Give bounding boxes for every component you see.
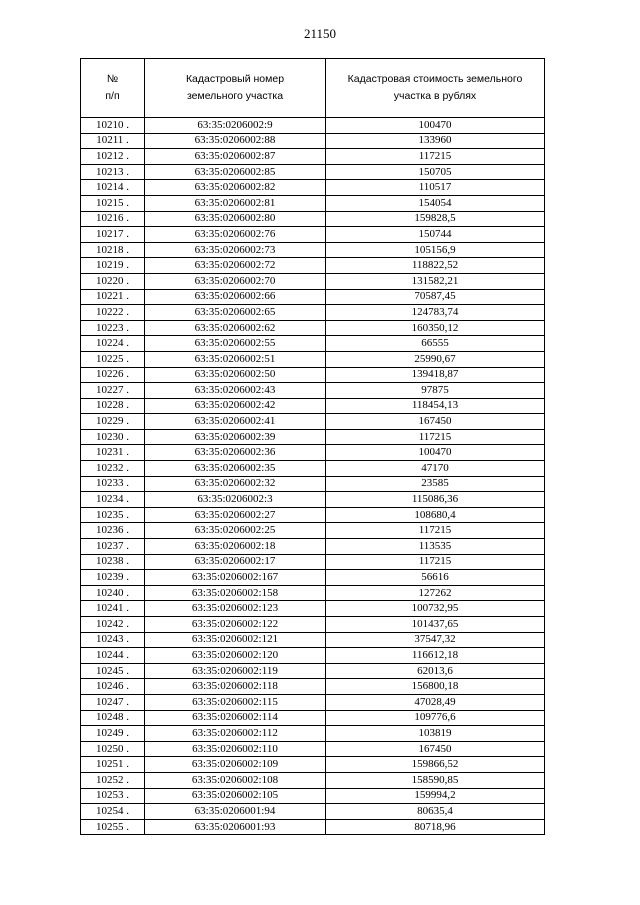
table-row [81, 585, 545, 601]
cell-cadastral-value: 124783,74 [326, 305, 545, 321]
cell-cadastral-value: 97875 [326, 383, 545, 399]
cell-cadastral-number: 63:35:0206002:43 [145, 383, 326, 399]
cell-row-number: 10250 . [81, 741, 145, 757]
cell-cadastral-value: 156800,18 [326, 679, 545, 695]
cell-cadastral-number: 63:35:0206002:122 [145, 617, 326, 633]
cell-cadastral-value: 158590,85 [326, 772, 545, 788]
table-row [81, 305, 545, 321]
cell-cadastral-number: 63:35:0206002:65 [145, 305, 326, 321]
table-row [81, 648, 545, 664]
cell-cadastral-number: 63:35:0206002:17 [145, 554, 326, 570]
cell-cadastral-value: 167450 [326, 741, 545, 757]
cell-cadastral-value: 139418,87 [326, 367, 545, 383]
table-row [81, 694, 545, 710]
cell-cadastral-value: 105156,9 [326, 242, 545, 258]
table-row [81, 617, 545, 633]
cell-row-number: 10221 . [81, 289, 145, 305]
cell-row-number: 10215 . [81, 195, 145, 211]
table-row [81, 273, 545, 289]
table-row [81, 757, 545, 773]
table-row [81, 492, 545, 508]
header-cadastral-value [326, 59, 545, 118]
cell-cadastral-value: 127262 [326, 585, 545, 601]
cell-cadastral-number: 63:35:0206002:115 [145, 694, 326, 710]
cell-cadastral-number: 63:35:0206002:105 [145, 788, 326, 804]
cell-row-number: 10213 . [81, 164, 145, 180]
cell-cadastral-number: 63:35:0206002:88 [145, 133, 326, 149]
table-row [81, 258, 545, 274]
cell-row-number: 10220 . [81, 273, 145, 289]
cell-cadastral-number: 63:35:0206002:109 [145, 757, 326, 773]
cell-cadastral-value: 23585 [326, 476, 545, 492]
cell-cadastral-number: 63:35:0206002:35 [145, 461, 326, 477]
cell-cadastral-number: 63:35:0206002:42 [145, 398, 326, 414]
cell-cadastral-value: 100470 [326, 118, 545, 134]
cell-cadastral-value: 56616 [326, 570, 545, 586]
cell-cadastral-value: 117215 [326, 523, 545, 539]
cell-cadastral-value: 103819 [326, 726, 545, 742]
cell-cadastral-value: 150744 [326, 227, 545, 243]
header-cadastral-value-line-1: Кадастровая стоимость земельного [347, 73, 523, 85]
table-row [81, 679, 545, 695]
table-row [81, 741, 545, 757]
table-row [81, 507, 545, 523]
table-row [81, 523, 545, 539]
cell-cadastral-value: 47170 [326, 461, 545, 477]
cell-cadastral-value: 118822,52 [326, 258, 545, 274]
table-row [81, 726, 545, 742]
cell-cadastral-value: 37547,32 [326, 632, 545, 648]
cell-row-number: 10237 . [81, 539, 145, 555]
cell-row-number: 10228 . [81, 398, 145, 414]
cell-cadastral-value: 100470 [326, 445, 545, 461]
table-row [81, 710, 545, 726]
cell-row-number: 10234 . [81, 492, 145, 508]
cell-cadastral-number: 63:35:0206002:39 [145, 429, 326, 445]
cell-row-number: 10246 . [81, 679, 145, 695]
cell-cadastral-value: 101437,65 [326, 617, 545, 633]
cell-cadastral-value: 159866,52 [326, 757, 545, 773]
cell-row-number: 10233 . [81, 476, 145, 492]
cell-cadastral-number: 63:35:0206002:110 [145, 741, 326, 757]
table-row [81, 383, 545, 399]
table-row [81, 336, 545, 352]
cell-cadastral-value: 70587,45 [326, 289, 545, 305]
table-row [81, 211, 545, 227]
table-row [81, 663, 545, 679]
cell-row-number: 10232 . [81, 461, 145, 477]
cell-cadastral-value: 109776,6 [326, 710, 545, 726]
header-row [81, 59, 545, 118]
cell-cadastral-number: 63:35:0206002:36 [145, 445, 326, 461]
cell-row-number: 10243 . [81, 632, 145, 648]
table-row [81, 601, 545, 617]
cell-row-number: 10219 . [81, 258, 145, 274]
cell-row-number: 10238 . [81, 554, 145, 570]
cell-row-number: 10217 . [81, 227, 145, 243]
cell-cadastral-number: 63:35:0206002:112 [145, 726, 326, 742]
cell-row-number: 10222 . [81, 305, 145, 321]
cell-row-number: 10235 . [81, 507, 145, 523]
cell-row-number: 10218 . [81, 242, 145, 258]
table-row [81, 242, 545, 258]
cell-row-number: 10247 . [81, 694, 145, 710]
table-row [81, 133, 545, 149]
cell-cadastral-number: 63:35:0206002:73 [145, 242, 326, 258]
cell-cadastral-number: 63:35:0206002:81 [145, 195, 326, 211]
cell-cadastral-value: 150705 [326, 164, 545, 180]
cell-row-number: 10251 . [81, 757, 145, 773]
table-row [81, 476, 545, 492]
cell-cadastral-number: 63:35:0206002:27 [145, 507, 326, 523]
cell-cadastral-value: 47028,49 [326, 694, 545, 710]
table-row [81, 429, 545, 445]
cell-cadastral-number: 63:35:0206002:55 [145, 336, 326, 352]
cell-cadastral-value: 117215 [326, 429, 545, 445]
cell-cadastral-value: 159828,5 [326, 211, 545, 227]
cell-row-number: 10214 . [81, 180, 145, 196]
table-row [81, 445, 545, 461]
cell-row-number: 10231 . [81, 445, 145, 461]
cell-row-number: 10227 . [81, 383, 145, 399]
header-row-number-line-2: п/п [105, 90, 120, 102]
cell-row-number: 10248 . [81, 710, 145, 726]
cell-row-number: 10212 . [81, 149, 145, 165]
cell-cadastral-value: 110517 [326, 180, 545, 196]
cell-row-number: 10253 . [81, 788, 145, 804]
cell-cadastral-value: 160350,12 [326, 320, 545, 336]
cell-cadastral-number: 63:35:0206002:167 [145, 570, 326, 586]
cell-cadastral-number: 63:35:0206001:93 [145, 819, 326, 835]
cell-cadastral-value: 154054 [326, 195, 545, 211]
cell-row-number: 10239 . [81, 570, 145, 586]
cell-cadastral-value: 62013,6 [326, 663, 545, 679]
cell-row-number: 10244 . [81, 648, 145, 664]
cell-cadastral-value: 25990,67 [326, 351, 545, 367]
cell-cadastral-value: 131582,21 [326, 273, 545, 289]
cell-cadastral-value: 159994,2 [326, 788, 545, 804]
cell-cadastral-number: 63:35:0206002:114 [145, 710, 326, 726]
cell-row-number: 10241 . [81, 601, 145, 617]
table-row [81, 320, 545, 336]
cell-cadastral-number: 63:35:0206002:108 [145, 772, 326, 788]
table-row [81, 195, 545, 211]
table-row [81, 539, 545, 555]
header-cadastral-number-line-1: Кадастровый номер [185, 73, 285, 85]
cell-cadastral-value: 80635,4 [326, 804, 545, 820]
table-row [81, 227, 545, 243]
table-row [81, 570, 545, 586]
table-row [81, 414, 545, 430]
cell-cadastral-value: 117215 [326, 554, 545, 570]
cell-cadastral-number: 63:35:0206002:50 [145, 367, 326, 383]
cell-cadastral-number: 63:35:0206001:94 [145, 804, 326, 820]
table-row [81, 164, 545, 180]
cell-cadastral-number: 63:35:0206002:51 [145, 351, 326, 367]
header-cadastral-number-line-2: земельного участка [186, 90, 284, 102]
cell-cadastral-number: 63:35:0206002:123 [145, 601, 326, 617]
cell-row-number: 10245 . [81, 663, 145, 679]
cell-cadastral-number: 63:35:0206002:87 [145, 149, 326, 165]
cell-cadastral-number: 63:35:0206002:76 [145, 227, 326, 243]
cell-cadastral-number: 63:35:0206002:158 [145, 585, 326, 601]
cell-row-number: 10240 . [81, 585, 145, 601]
table-row [81, 804, 545, 820]
cell-cadastral-number: 63:35:0206002:25 [145, 523, 326, 539]
cell-row-number: 10210 . [81, 118, 145, 134]
table-body [81, 118, 545, 835]
header-cadastral-number [145, 59, 326, 118]
table-row [81, 772, 545, 788]
cell-cadastral-number: 63:35:0206002:62 [145, 320, 326, 336]
cell-row-number: 10223 . [81, 320, 145, 336]
table-row [81, 149, 545, 165]
cell-cadastral-number: 63:35:0206002:32 [145, 476, 326, 492]
cell-row-number: 10216 . [81, 211, 145, 227]
table-row [81, 632, 545, 648]
cell-cadastral-value: 108680,4 [326, 507, 545, 523]
cell-cadastral-number: 63:35:0206002:82 [145, 180, 326, 196]
cell-cadastral-number: 63:35:0206002:121 [145, 632, 326, 648]
cell-row-number: 10229 . [81, 414, 145, 430]
cell-cadastral-value: 116612,18 [326, 648, 545, 664]
cell-cadastral-value: 66555 [326, 336, 545, 352]
cell-cadastral-number: 63:35:0206002:70 [145, 273, 326, 289]
table-row [81, 819, 545, 835]
cell-cadastral-value: 80718,96 [326, 819, 545, 835]
cell-cadastral-value: 167450 [326, 414, 545, 430]
cell-cadastral-value: 100732,95 [326, 601, 545, 617]
cell-cadastral-number: 63:35:0206002:118 [145, 679, 326, 695]
cell-row-number: 10252 . [81, 772, 145, 788]
cell-cadastral-number: 63:35:0206002:80 [145, 211, 326, 227]
table-row [81, 398, 545, 414]
cell-row-number: 10226 . [81, 367, 145, 383]
table-row [81, 461, 545, 477]
cell-cadastral-value: 117215 [326, 149, 545, 165]
cell-row-number: 10230 . [81, 429, 145, 445]
cell-cadastral-number: 63:35:0206002:85 [145, 164, 326, 180]
header-row-number-line-1: № [106, 73, 119, 85]
cell-cadastral-value: 115086,36 [326, 492, 545, 508]
cell-row-number: 10225 . [81, 351, 145, 367]
cell-row-number: 10224 . [81, 336, 145, 352]
cadastral-value-table [80, 58, 545, 835]
cell-cadastral-number: 63:35:0206002:119 [145, 663, 326, 679]
cell-cadastral-value: 113535 [326, 539, 545, 555]
header-cadastral-value-line-2: участка в рублях [393, 90, 477, 102]
cell-cadastral-number: 63:35:0206002:66 [145, 289, 326, 305]
cell-cadastral-number: 63:35:0206002:41 [145, 414, 326, 430]
header-row-number [81, 59, 145, 118]
cell-cadastral-number: 63:35:0206002:72 [145, 258, 326, 274]
table-header [81, 59, 545, 118]
table-row [81, 788, 545, 804]
cell-cadastral-number: 63:35:0206002:9 [145, 118, 326, 134]
table-row [81, 367, 545, 383]
cell-cadastral-value: 118454,13 [326, 398, 545, 414]
cell-cadastral-number: 63:35:0206002:18 [145, 539, 326, 555]
table-row [81, 554, 545, 570]
cell-row-number: 10211 . [81, 133, 145, 149]
page-number: 21150 [303, 26, 337, 41]
table-row [81, 351, 545, 367]
cell-cadastral-number: 63:35:0206002:120 [145, 648, 326, 664]
cell-row-number: 10236 . [81, 523, 145, 539]
cell-row-number: 10242 . [81, 617, 145, 633]
cell-row-number: 10255 . [81, 819, 145, 835]
cell-row-number: 10249 . [81, 726, 145, 742]
table-row [81, 289, 545, 305]
cell-row-number: 10254 . [81, 804, 145, 820]
table-row [81, 180, 545, 196]
cell-cadastral-value: 133960 [326, 133, 545, 149]
cell-cadastral-number: 63:35:0206002:3 [145, 492, 326, 508]
table-row [81, 118, 545, 134]
